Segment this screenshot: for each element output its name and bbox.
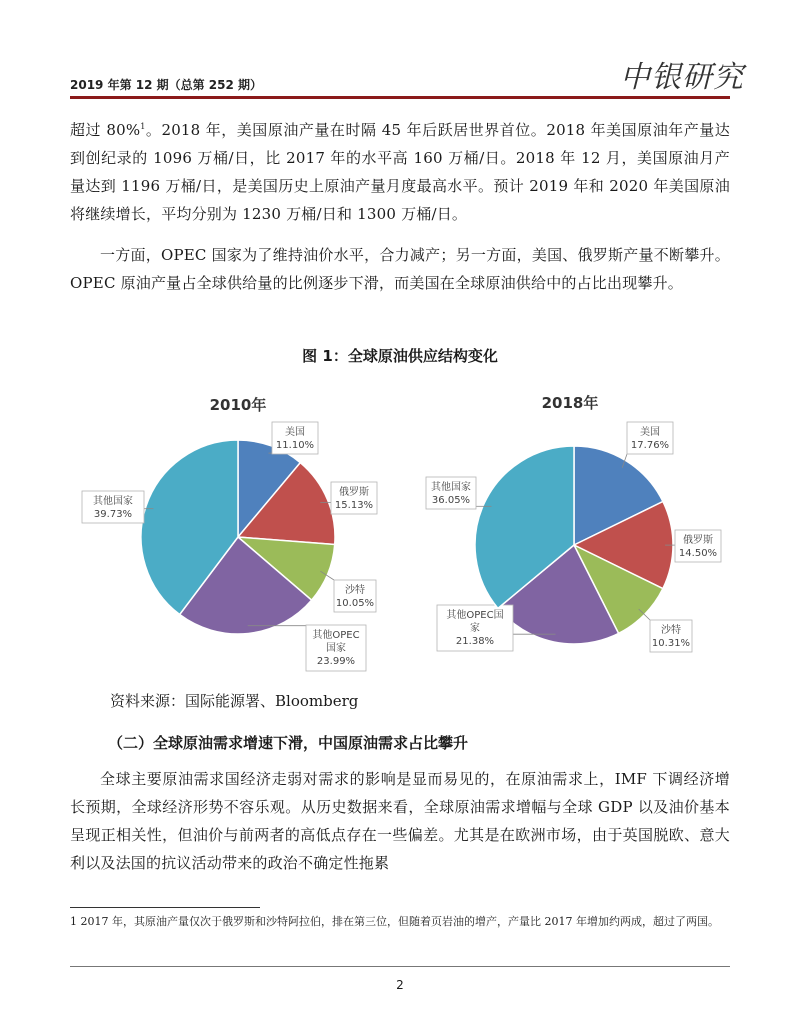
- figure-source: 资料来源：国际能源署、Bloomberg: [110, 692, 359, 710]
- category-label: 其他国家: [93, 496, 133, 507]
- value-label: 11.10%: [275, 440, 315, 451]
- section-heading: （二）全球原油需求增速下滑，中国原油需求占比攀升: [108, 734, 469, 752]
- category-label: 俄罗斯: [339, 487, 369, 498]
- pie-chart-2018: [426, 394, 721, 652]
- category-label: 其他OPEC国: [446, 610, 504, 621]
- pie-title: 2018年: [541, 394, 599, 412]
- value-label: 15.13%: [334, 500, 374, 511]
- value-label: 17.76%: [630, 440, 670, 451]
- value-label: 21.38%: [455, 636, 495, 647]
- category-label: 俄罗斯: [683, 535, 713, 546]
- paragraph-1-rest: 。2018 年，美国原油产量在时隔 45 年后跃居世界首位。2018 年美国原油年产量达到创纪录的 1096 万桶/日，比 2017 年的水平高 160 万桶/日。2018 年 12 月，美国原油月产量达到 1196 万桶/日，是美国历史上原油产量月度最高水平。预计 2019 年和 2020 年美国原油将继续增长，平均分别为 1230 万桶/日和 1300 万桶/日。: [70, 121, 731, 223]
- category-label: 沙特: [661, 625, 681, 636]
- footnote: 1 2017 年，其原油产量仅次于俄罗斯和沙特阿拉伯，排在第三位，但随着页岩油的增产，产量比 2017 年增加约两成，超过了两国。: [70, 915, 719, 928]
- value-label: 10.31%: [651, 638, 691, 649]
- pie-chart-2010: [82, 396, 377, 671]
- value-label: 14.50%: [678, 548, 718, 559]
- value-label: 39.73%: [93, 509, 133, 520]
- value-label: 36.05%: [431, 495, 471, 506]
- pie-charts: [0, 380, 800, 680]
- paragraph-1: [70, 113, 730, 228]
- category-label: 家: [470, 623, 480, 634]
- category-label: 美国: [640, 427, 660, 438]
- category-label: 其他OPEC: [312, 630, 360, 641]
- footer-rule: [70, 966, 730, 967]
- paragraph-2: 一方面，OPEC 国家为了维持油价水平，合力减产；另一方面，美国、俄罗斯产量不断攀升。OPEC 原油产量占全球供给量的比例逐步下滑，而美国在全球原油供给中的占比出现攀升。: [70, 246, 730, 292]
- value-label: 23.99%: [316, 656, 356, 667]
- value-label: 10.05%: [335, 598, 375, 609]
- footnote-rule: [70, 907, 260, 908]
- category-label: 国家: [326, 643, 346, 654]
- category-label: 美国: [285, 427, 305, 438]
- footnote-ref[interactable]: 1: [140, 122, 146, 131]
- category-label: 其他国家: [431, 482, 471, 493]
- page-number: 2: [396, 978, 404, 992]
- paragraph-1-lead: 超过 80%: [70, 121, 141, 139]
- header-issue: 2019 年第 12 期（总第 252 期）: [70, 78, 263, 92]
- category-label: 沙特: [345, 585, 365, 596]
- pie-title: 2010年: [209, 396, 267, 414]
- brand-logo: 中银研究: [620, 60, 744, 95]
- header-rule: [70, 96, 730, 99]
- paragraph-3: 全球主要原油需求国经济走弱对需求的影响是显而易见的，在原油需求上，IMF 下调经济增长预期，全球经济形势不容乐观。从历史数据来看，全球原油需求增幅与全球 GDP 以及油价基本呈现正相关性，但油价与前两者的高低点存在一些偏差。尤其是在欧洲市场，由于英国脱欧、意大利以及法国的抗议活动带来的政治不确定性拖累: [70, 770, 730, 872]
- figure-title: 图 1：全球原油供应结构变化: [302, 347, 498, 365]
